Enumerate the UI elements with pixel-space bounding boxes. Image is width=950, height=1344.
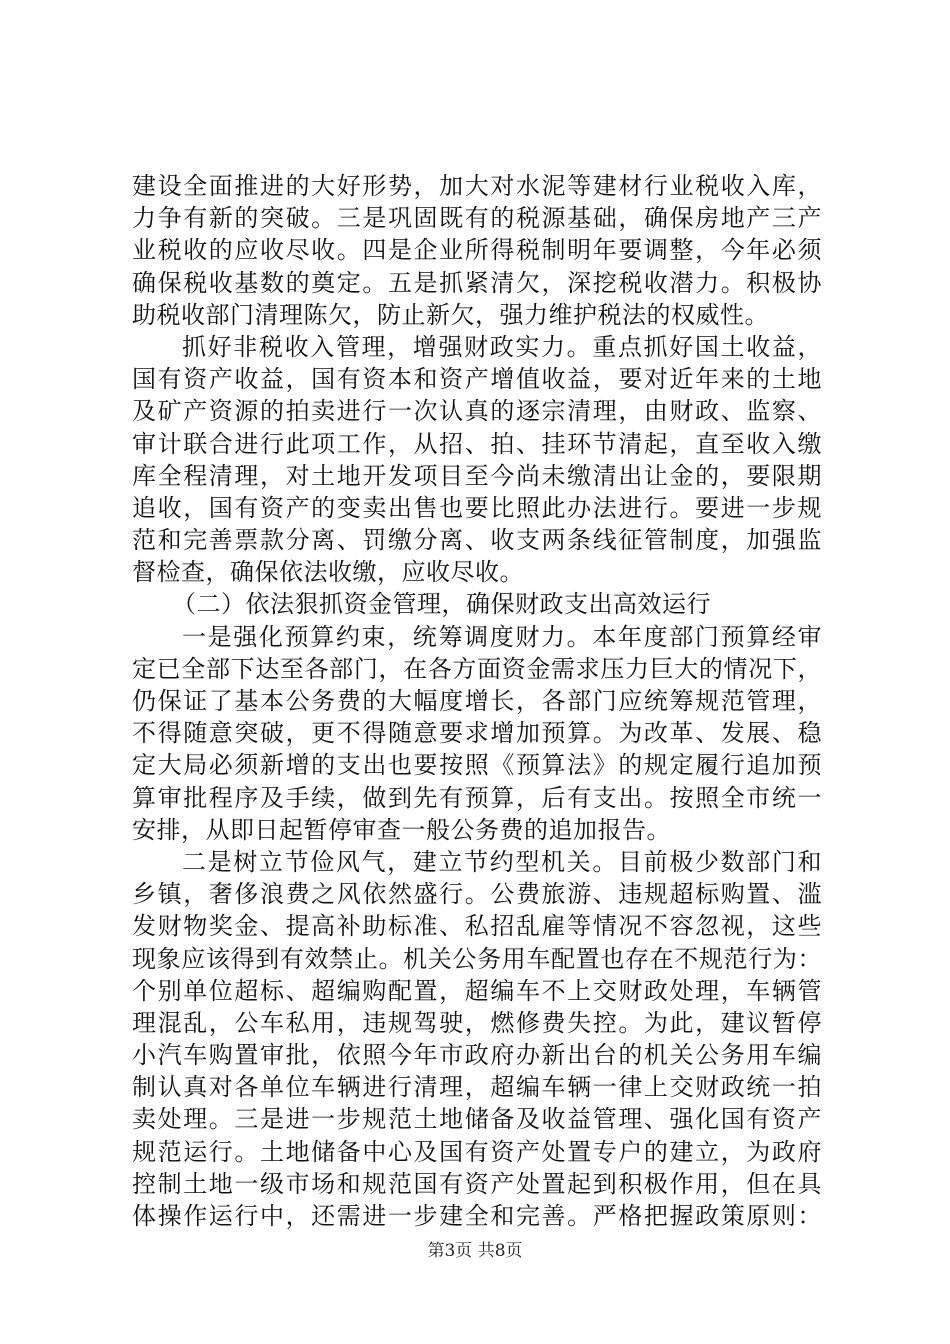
text-line: 小汽车购置审批，依照今年市政府办新出台的机关公务用车编	[132, 1041, 822, 1070]
text-line: 督检查，确保依法收缴，应收尽收。	[132, 558, 524, 587]
text-line: 发财物奖金、提高补助标准、私招乱雇等情况不容忽视，这些	[132, 912, 822, 941]
text-line: 理混乱，公车私用，违规驾驶，燃修费失控。为此，建议暂停	[132, 1008, 822, 1037]
text-line: 及矿产资源的拍卖进行一次认真的逐宗清理，由财政、监察、	[132, 397, 822, 426]
text-line: 不得随意突破，更不得随意要求增加预算。为改革、发展、稳	[132, 719, 822, 748]
text-line: 助税收部门清理陈欠，防止新欠，强力维护税法的权威性。	[132, 300, 769, 329]
text-line: 库全程清理，对土地开发项目至今尚未缴清出让金的，要限期	[132, 461, 822, 490]
text-line: 算审批程序及手续，做到先有预算，后有支出。按照全市统一	[132, 783, 822, 812]
text-line: 国有资产收益，国有资本和资产增值收益，要对近年来的土地	[132, 365, 822, 394]
text-line: 定已全部下达至各部门，在各方面资金需求压力巨大的情况下，	[132, 654, 822, 683]
text-line: 个别单位超标、超编购配置，超编车不上交财政处理，车辆管	[132, 976, 822, 1005]
text-line: 现象应该得到有效禁止。机关公务用车配置也存在不规范行为：	[132, 944, 822, 973]
text-line: 二是树立节俭风气，建立节约型机关。目前极少数部门和	[182, 847, 822, 876]
text-line: 控制土地一级市场和规范国有资产处置起到积极作用，但在具	[132, 1169, 822, 1198]
text-line: 抓好非税收入管理，增强财政实力。重点抓好国土收益，	[182, 332, 822, 361]
text-line: 一是强化预算约束，统筹调度财力。本年度部门预算经审	[182, 622, 822, 651]
text-line: 规范运行。土地储备中心及国有资产处置专户的建立，为政府	[132, 1137, 822, 1166]
text-line: 乡镇，奢侈浪费之风依然盛行。公费旅游、违规超标购置、滥	[132, 880, 822, 909]
text-line: 力争有新的突破。三是巩固既有的税源基础，确保房地产三产	[132, 204, 822, 233]
text-line: 定大局必须新增的支出也要按照《预算法》的规定履行追加预	[132, 751, 822, 780]
text-line: （二）依法狠抓资金管理，确保财政支出高效运行	[172, 590, 711, 619]
text-line: 业税收的应收尽收。四是企业所得税制明年要调整，今年必须	[132, 236, 822, 265]
text-line: 卖处理。三是进一步规范土地储备及收益管理、强化国有资产	[132, 1105, 822, 1134]
document-body	[132, 170, 822, 1232]
text-line: 确保税收基数的奠定。五是抓紧清欠，深挖税收潜力。积极协	[132, 268, 822, 297]
text-line: 体操作运行中，还需进一步建全和完善。严格把握政策原则：	[132, 1202, 822, 1230]
text-line: 范和完善票款分离、罚缴分离、收支两条线征管制度，加强监	[132, 526, 822, 555]
text-line: 追收，国有资产的变卖出售也要比照此办法进行。要进一步规	[132, 493, 822, 522]
text-line: 制认真对各单位车辆进行清理，超编车辆一律上交财政统一拍	[132, 1073, 822, 1102]
text-line: 审计联合进行此项工作，从招、拍、挂环节清起，直至收入缴	[132, 429, 822, 458]
text-line: 建设全面推进的大好形势，加大对水泥等建材行业税收入库，	[132, 172, 822, 200]
page-number-footer: 第3页 共8页	[427, 1241, 523, 1261]
text-line: 安排，从即日起暂停审查一般公务费的追加报告。	[132, 815, 671, 844]
text-line: 仍保证了基本公务费的大幅度增长，各部门应统筹规范管理，	[132, 687, 822, 715]
